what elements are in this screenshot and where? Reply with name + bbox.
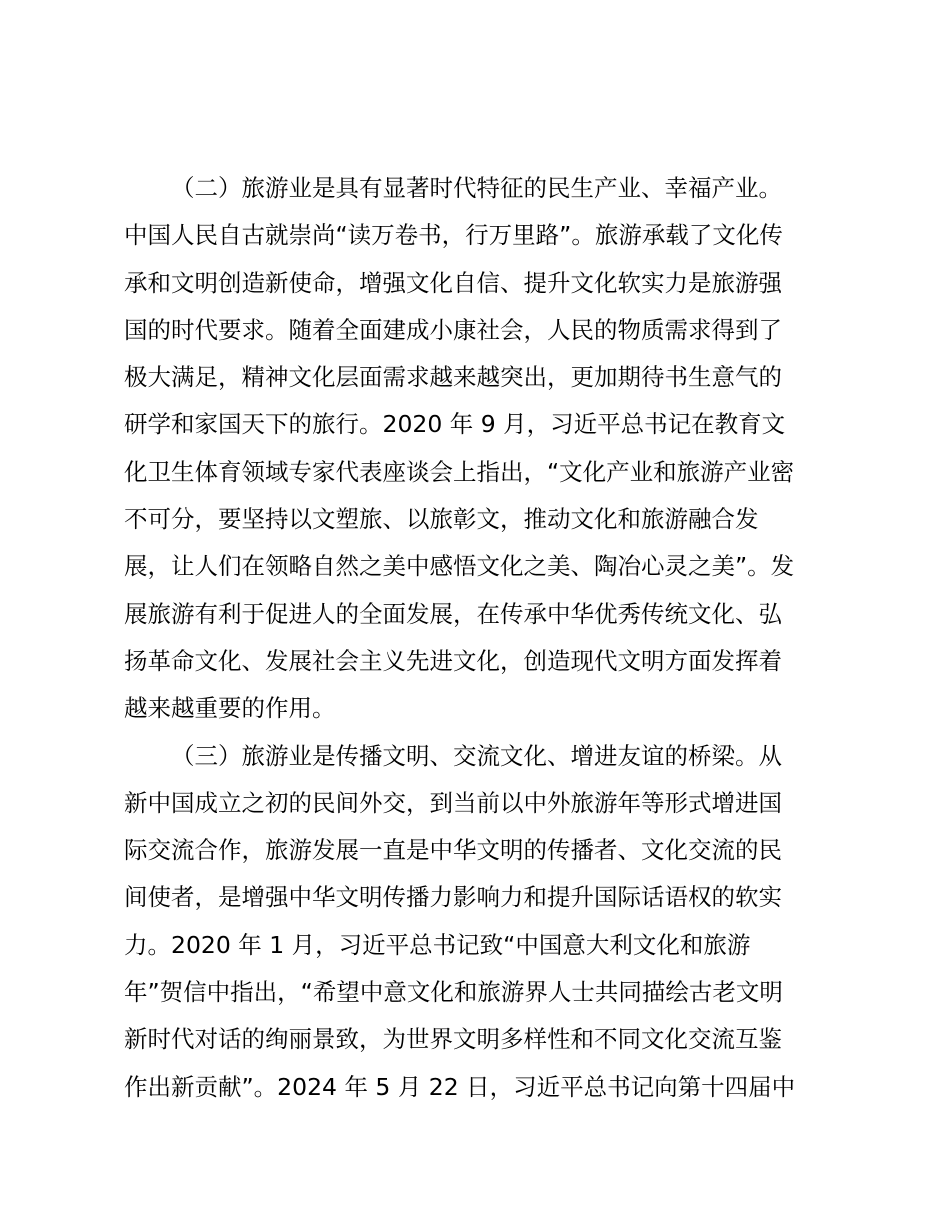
paragraph-line: 作出新贡献”。2024 年 5 月 22 日，习近平总书记向第十四届中 (124, 1072, 796, 1101)
paragraph-line: 际交流合作，旅游发展一直是中华文明的传播者、文化交流的民 (124, 836, 782, 865)
paragraph-line: 扬革命文化、发展社会主义先进文化，创造现代文明方面发挥着 (124, 646, 782, 675)
paragraph-line: 展，让人们在领略自然之美中感悟文化之美、陶冶心灵之美”。发 (124, 552, 795, 581)
paragraph-line: 中国人民自古就崇尚“读万卷书，行万里路”。旅游承载了文化传 (124, 221, 783, 250)
paragraph-line: 承和文明创造新使命，增强文化自信、提升文化软实力是旅游强 (124, 268, 782, 297)
paragraph-line: 不可分，要坚持以文塑旅、以旅彰文，推动文化和旅游融合发 (124, 505, 759, 534)
paragraph-line: （三）旅游业是传播文明、交流文化、增进友谊的桥梁。从 (171, 741, 782, 770)
paragraph-line: 国的时代要求。随着全面建成小康社会，人民的物质需求得到了 (124, 315, 782, 344)
paragraph-line: 极大满足，精神文化层面需求越来越突出，更加期待书生意气的 (124, 363, 782, 392)
paragraph-line: （二）旅游业是具有显著时代特征的民生产业、幸福产业。 (171, 174, 782, 202)
paragraph-line: 新时代对话的绚丽景致，为世界文明多样性和不同文化交流互鉴 (124, 1025, 782, 1054)
paragraph-line: 新中国成立之初的民间外交，到当前以中外旅游年等形式增进国 (124, 788, 782, 817)
paragraph-line: 力。2020 年 1 月，习近平总书记致“中国意大利文化和旅游 (124, 930, 751, 959)
paragraph-line: 化卫生体育领域专家代表座谈会上指出，“文化产业和旅游产业密 (124, 457, 795, 486)
paragraph-line: 展旅游有利于促进人的全面发展，在传承中华优秀传统文化、弘 (124, 599, 782, 628)
paragraph-line: 年”贺信中指出，“希望中意文化和旅游界人士共同描绘古老文明 (124, 978, 783, 1007)
paragraph-line: 间使者，是增强中华文明传播力影响力和提升国际话语权的软实 (124, 883, 782, 912)
paragraph-line: 研学和家国天下的旅行。2020 年 9 月，习近平总书记在教育文 (124, 410, 786, 439)
paragraph-line: 越来越重要的作用。 (124, 694, 336, 723)
document-body (124, 165, 834, 1111)
